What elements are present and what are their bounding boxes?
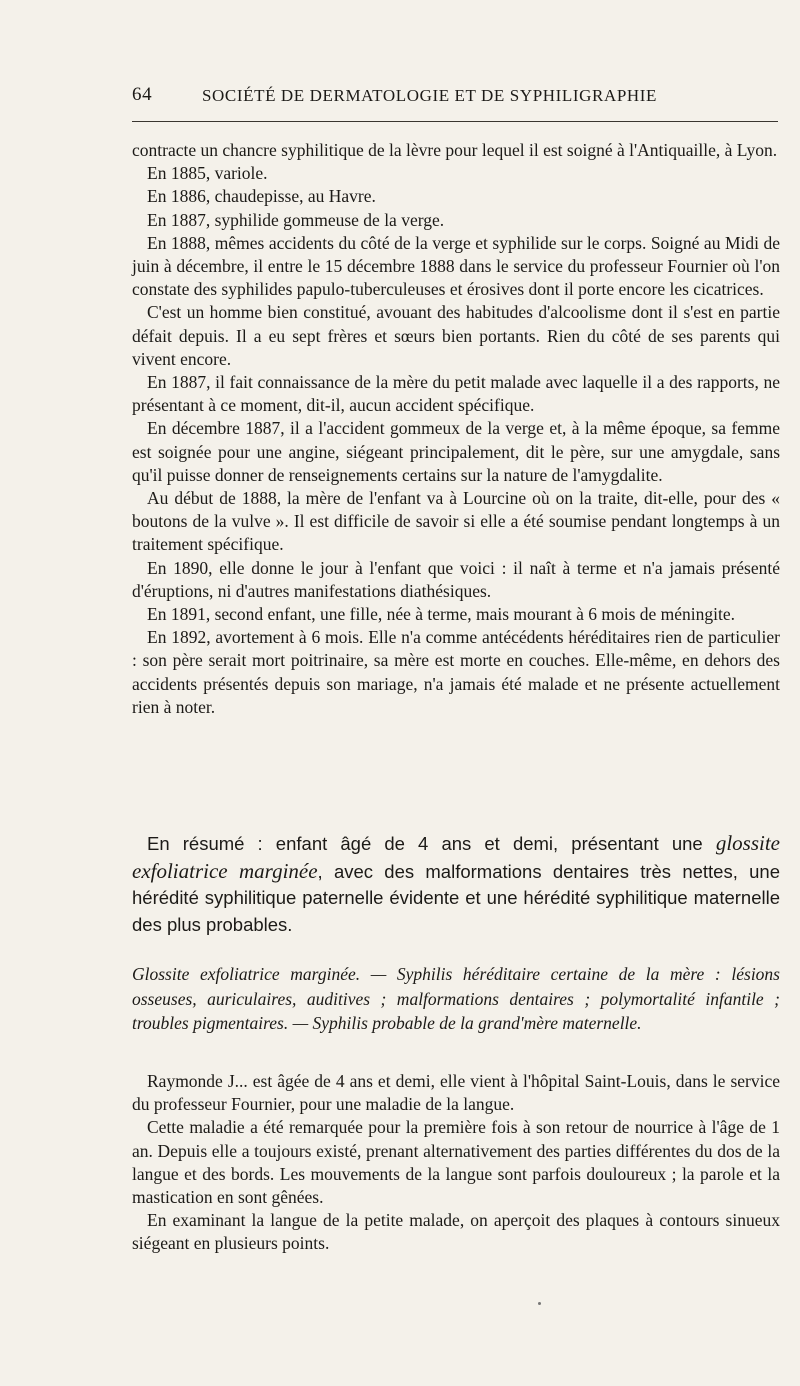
paragraph: En 1885, variole. <box>147 163 268 184</box>
paragraph: En 1888, mêmes accidents du côté de la verge et syphilide sur le corps. Soigné au Midi de juin à décembre, il entre le 15 décembre 1888 dans le service du professeur Fournier où l'on constate des syphilides papulo-tuberculeuses et érosives dont il porte encore les cicatrices. <box>132 232 780 300</box>
paragraph: Au début de 1888, la mère de l'enfant va à Lourcine où on la traite, dit-elle, pour des « boutons de la vulve ». Il est difficile de savoir si elle a été soumise pendant longtemps à un traitement spécifique. <box>132 488 780 555</box>
paragraph: Raymonde J... est âgée de 4 ans et demi, elle vient à l'hôpital Saint-Louis, dans le service du professeur Fournier, pour une maladie de la langue. <box>132 1071 780 1115</box>
resume-text-start: En résumé : enfant âgé de 4 ans et demi, présentant une <box>147 833 716 854</box>
case-heading-summary <box>132 962 780 1036</box>
summary-text: Glossite exfoliatrice marginée. — Syphilis héréditaire certaine de la mère : lésions osseuses, auriculaires, auditives ; malformations dentaires ; polymortalité infantile ; troubles pigmentaires. — Syphilis probable de la grand'mère maternelle. <box>132 964 780 1033</box>
resume-text-end: , avec des malformations dentaires très nettes, une hérédité syphilitique paternelle évidente et une hérédité syphilitique maternelle des plus probables. <box>132 860 780 935</box>
main-text <box>132 139 780 719</box>
paragraph: En 1886, chaudepisse, au Havre. <box>147 186 376 207</box>
paragraph: C'est un homme bien constitué, avouant des habitudes d'alcoolisme dont il s'est en partie défait depuis. Il a eu sept frères et sœurs bien portants. Rien du côté de ses parents qui vivent encore. <box>132 302 780 369</box>
running-title: SOCIÉTÉ DE DERMATOLOGIE ET DE SYPHILIGRAPHIE <box>202 86 658 105</box>
header-rule <box>132 121 778 122</box>
print-speck <box>538 1302 541 1305</box>
paragraph: contracte un chancre syphilitique de la lèvre pour lequel il est soigné à l'Antiquaille, à Lyon. <box>132 140 778 160</box>
paragraph: En décembre 1887, il a l'accident gommeux de la verge et, à la même époque, sa femme est soignée pour une angine, siégeant principalement, dit le père, sur une amygdale, sans qu'il puisse donner de renseignements certains sur la nature de l'amygdalite. <box>132 418 780 485</box>
paragraph: En 1892, avortement à 6 mois. Elle n'a comme antécédents héréditaires rien de particulier : son père serait mort poitrinaire, sa mère est morte en couches. Elle-même, en dehors des accidents présentés depuis son mariage, n'a jamais été malade et ne présente actuellement rien à noter. <box>132 627 780 717</box>
resume-diagnosis: glossite exfoliatrice marginée <box>132 831 780 883</box>
paragraph: En 1887, il fait connaissance de la mère du petit malade avec laquelle il a des rapports, ne présentant à ce moment, dit-il, aucun accident spécifique. <box>132 372 780 416</box>
resume-paragraph <box>132 830 780 938</box>
page-number: 64 <box>132 84 153 105</box>
paragraph: Cette maladie a été remarquée pour la première fois à son retour de nourrice à l'âge de 1 an. Depuis elle a toujours existé, prenant alternativement des parties différentes du dos de la langue et des bords. Les mouvements de la langue sont parfois douloureux ; la parole et la mastication en sont gênées. <box>132 1117 780 1208</box>
paragraph: En 1890, elle donne le jour à l'enfant que voici : il naît à terme et n'a jamais présenté d'éruptions, ni d'autres manifestations diathésiques. <box>132 557 780 601</box>
paragraph: En 1887, syphilide gommeuse de la verge. <box>147 209 445 230</box>
case-description <box>132 1070 780 1256</box>
paragraph: En examinant la langue de la petite malade, on aperçoit des plaques à contours sinueux siégeant en plusieurs points. <box>132 1210 780 1254</box>
paragraph: En 1891, second enfant, une fille, née à terme, mais mourant à 6 mois de méningite. <box>147 604 736 625</box>
